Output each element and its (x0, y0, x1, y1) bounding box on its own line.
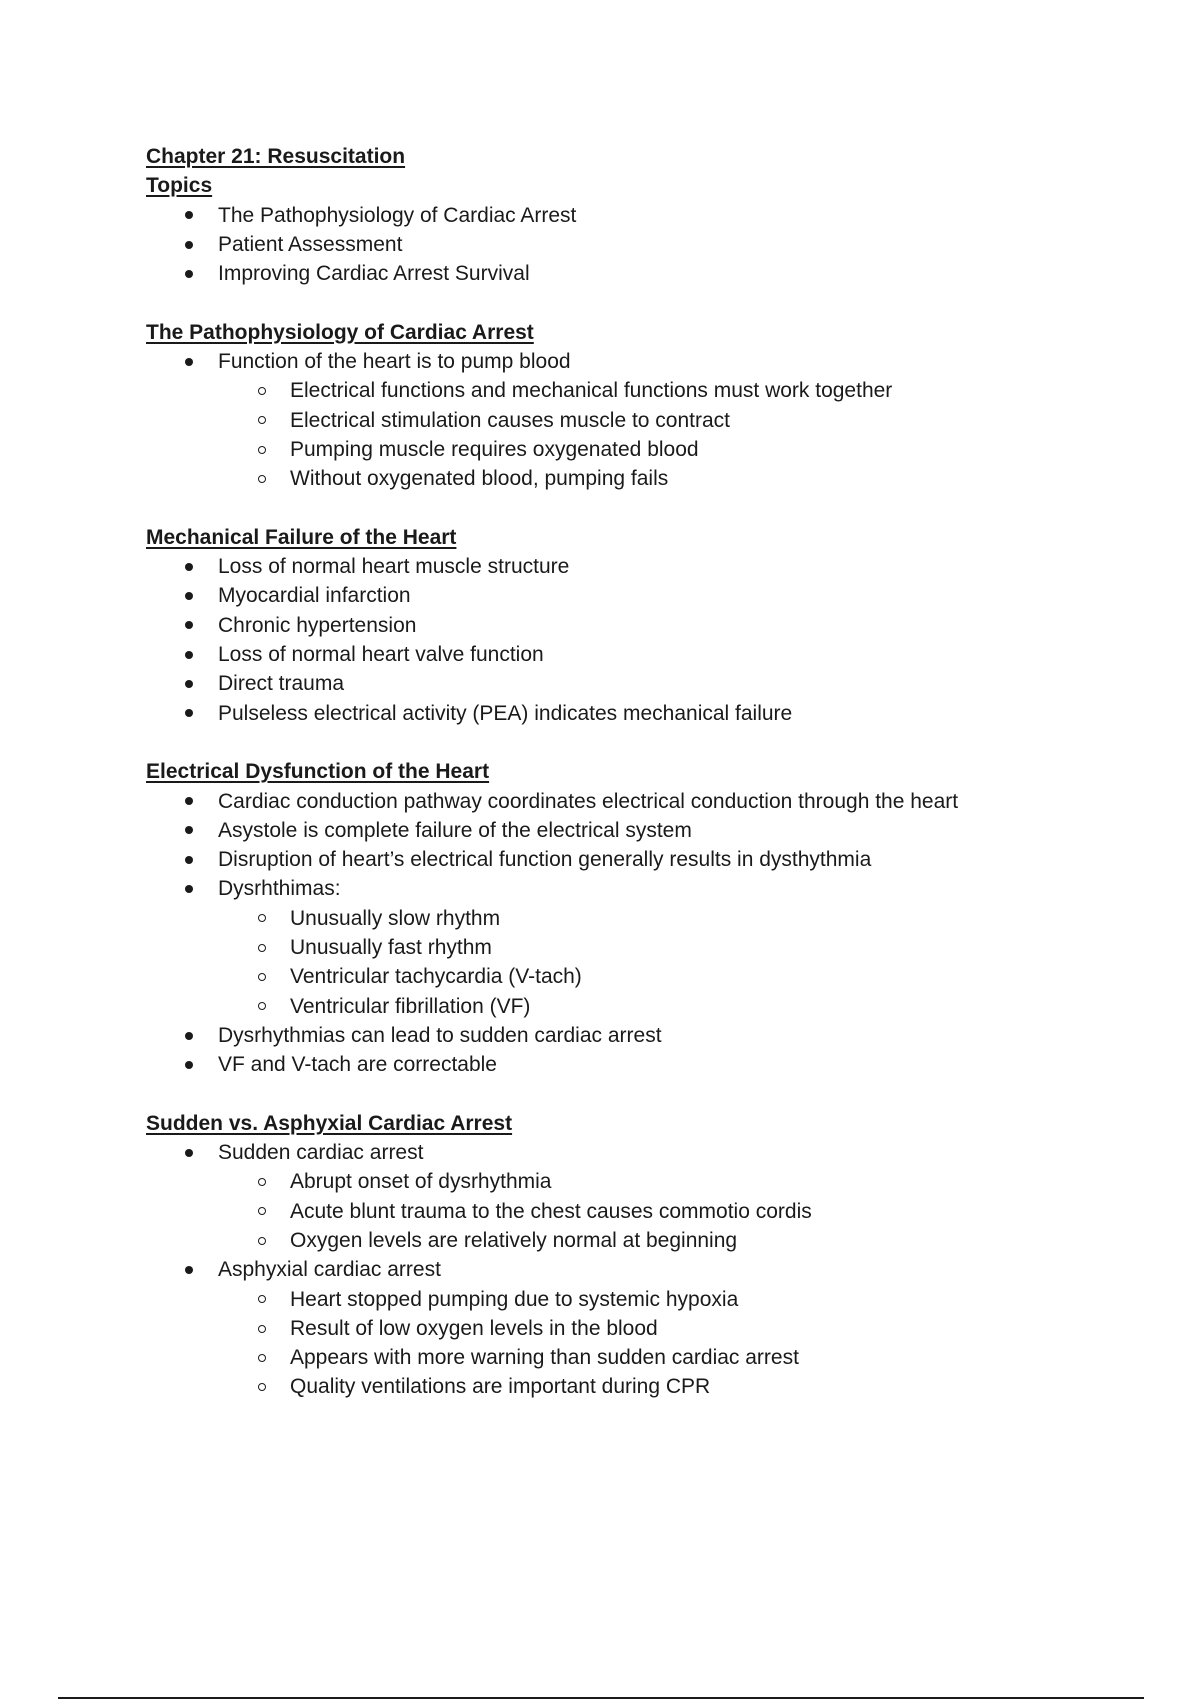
bullet-text: Dysrhythmias can lead to sudden cardiac arrest (218, 1023, 662, 1047)
bullet-dot-icon (185, 241, 193, 249)
bullet-text: Sudden cardiac arrest (218, 1141, 424, 1165)
hollow-circle-bullet-icon (258, 387, 266, 395)
document-body (146, 171, 1146, 1401)
bullet-item (146, 347, 1146, 376)
bullet-item (146, 669, 1146, 698)
sub-bullet-text: Pumping muscle requires oxygenated blood (290, 437, 699, 461)
sub-bullet-item (146, 933, 1146, 962)
bullet-text: VF and V-tach are correctable (218, 1053, 497, 1077)
bullet-text: Loss of normal heart valve function (218, 643, 544, 667)
hollow-circle-bullet-icon (258, 1383, 266, 1391)
sub-bullet-text: Without oxygenated blood, pumping fails (290, 467, 669, 491)
hollow-circle-bullet-icon (258, 475, 266, 483)
bullet-text: Loss of normal heart muscle structure (218, 555, 570, 579)
hollow-circle-bullet-icon (258, 914, 266, 922)
sub-bullet-text: Acute blunt trauma to the chest causes commotio cordis (290, 1199, 812, 1223)
bullet-item (146, 259, 1146, 288)
bullet-text: Myocardial infarction (218, 584, 411, 608)
hollow-circle-bullet-icon (258, 1002, 266, 1010)
sub-bullet-text: Electrical stimulation causes muscle to contract (290, 408, 731, 432)
hollow-circle-bullet-icon (258, 1178, 266, 1186)
bullet-text: Asystole is complete failure of the electrical system (218, 818, 692, 842)
bullet-item (146, 611, 1146, 640)
sub-bullet-item (146, 1372, 1146, 1401)
bullet-text: Chronic hypertension (218, 613, 417, 637)
bullet-dot-icon (185, 885, 193, 893)
bullet-dot-icon (185, 680, 193, 688)
sub-bullet-text: Unusually slow rhythm (290, 906, 501, 930)
hollow-circle-bullet-icon (258, 1237, 266, 1245)
sub-bullet-text: Unusually fast rhythm (290, 936, 492, 960)
page-bottom-rule (58, 1697, 1144, 1699)
bullet-text: Direct trauma (218, 672, 345, 696)
bullet-dot-icon (185, 1032, 193, 1040)
bullet-dot-icon (185, 592, 193, 600)
sub-bullet-item (146, 1167, 1146, 1196)
hollow-circle-bullet-icon (258, 1325, 266, 1333)
bullet-dot-icon (185, 270, 193, 278)
section-heading: Mechanical Failure of the Heart (146, 525, 457, 549)
bullet-dot-icon (185, 1266, 193, 1274)
bullet-dot-icon (185, 856, 193, 864)
bullet-dot-icon (185, 1149, 193, 1157)
section-spacer (146, 494, 1146, 523)
bullet-dot-icon (185, 563, 193, 571)
section-heading: Electrical Dysfunction of the Heart (146, 760, 490, 784)
bullet-dot-icon (185, 797, 193, 805)
bullet-dot-icon (185, 826, 193, 834)
bullet-item (146, 201, 1146, 230)
bullet-text: Dysrhthimas: (218, 877, 341, 901)
sub-bullet-text: Electrical functions and mechanical functions must work together (290, 379, 893, 403)
bullet-dot-icon (185, 211, 193, 219)
bullet-item (146, 1138, 1146, 1167)
hollow-circle-bullet-icon (258, 1354, 266, 1362)
bullet-text: Cardiac conduction pathway coordinates electrical conduction through the heart (218, 789, 959, 813)
sub-bullet-text: Appears with more warning than sudden cardiac arrest (290, 1346, 799, 1370)
sub-bullet-item (146, 406, 1146, 435)
sub-bullet-item (146, 376, 1146, 405)
bullet-item (146, 787, 1146, 816)
section-spacer (146, 288, 1146, 317)
bullet-dot-icon (185, 358, 193, 366)
bullet-item (146, 230, 1146, 259)
bullet-item (146, 845, 1146, 874)
bullet-text: Disruption of heart’s electrical function generally results in dysthythmia (218, 848, 872, 872)
section-heading: Topics (146, 174, 213, 198)
bullet-item (146, 816, 1146, 845)
bullet-item (146, 640, 1146, 669)
bullet-text: Function of the heart is to pump blood (218, 350, 571, 374)
sub-bullet-text: Result of low oxygen levels in the blood (290, 1316, 658, 1340)
section-heading: Sudden vs. Asphyxial Cardiac Arrest (146, 1111, 513, 1135)
section-spacer (146, 1080, 1146, 1109)
chapter-title: Chapter 21: Resuscitation (146, 145, 406, 168)
hollow-circle-bullet-icon (258, 446, 266, 454)
bullet-text: Pulseless electrical activity (PEA) indicates mechanical failure (218, 701, 793, 725)
section-heading: The Pathophysiology of Cardiac Arrest (146, 320, 534, 344)
sub-bullet-item (146, 962, 1146, 991)
hollow-circle-bullet-icon (258, 416, 266, 424)
bullet-text: Asphyxial cardiac arrest (218, 1258, 441, 1282)
bullet-item (146, 1255, 1146, 1284)
sub-bullet-item (146, 464, 1146, 493)
sub-bullet-text: Ventricular fibrillation (VF) (290, 994, 531, 1018)
sub-bullet-item (146, 435, 1146, 464)
sub-bullet-text: Abrupt onset of dysrhythmia (290, 1170, 552, 1194)
hollow-circle-bullet-icon (258, 973, 266, 981)
sub-bullet-item (146, 1197, 1146, 1226)
sub-bullet-text: Quality ventilations are important during CPR (290, 1375, 711, 1399)
section-spacer (146, 728, 1146, 757)
sub-bullet-item (146, 1226, 1146, 1255)
bullet-item (146, 552, 1146, 581)
hollow-circle-bullet-icon (258, 1295, 266, 1303)
bullet-item (146, 1021, 1146, 1050)
bullet-item (146, 1050, 1146, 1079)
bullet-item (146, 699, 1146, 728)
bullet-item (146, 874, 1146, 903)
sub-bullet-text: Ventricular tachycardia (V-tach) (290, 965, 582, 989)
sub-bullet-item (146, 904, 1146, 933)
bullet-dot-icon (185, 1061, 193, 1069)
sub-bullet-item (146, 992, 1146, 1021)
sub-bullet-text: Oxygen levels are relatively normal at beginning (290, 1228, 738, 1252)
sub-bullet-item (146, 1285, 1146, 1314)
sub-bullet-text: Heart stopped pumping due to systemic hypoxia (290, 1287, 739, 1311)
bullet-dot-icon (185, 651, 193, 659)
hollow-circle-bullet-icon (258, 1207, 266, 1215)
document-page (146, 142, 1146, 1402)
bullet-dot-icon (185, 621, 193, 629)
bullet-text: The Pathophysiology of Cardiac Arrest (218, 203, 577, 227)
bullet-text: Patient Assessment (218, 232, 403, 256)
bullet-dot-icon (185, 709, 193, 717)
hollow-circle-bullet-icon (258, 944, 266, 952)
sub-bullet-item (146, 1314, 1146, 1343)
bullet-item (146, 581, 1146, 610)
bullet-text: Improving Cardiac Arrest Survival (218, 262, 530, 286)
sub-bullet-item (146, 1343, 1146, 1372)
